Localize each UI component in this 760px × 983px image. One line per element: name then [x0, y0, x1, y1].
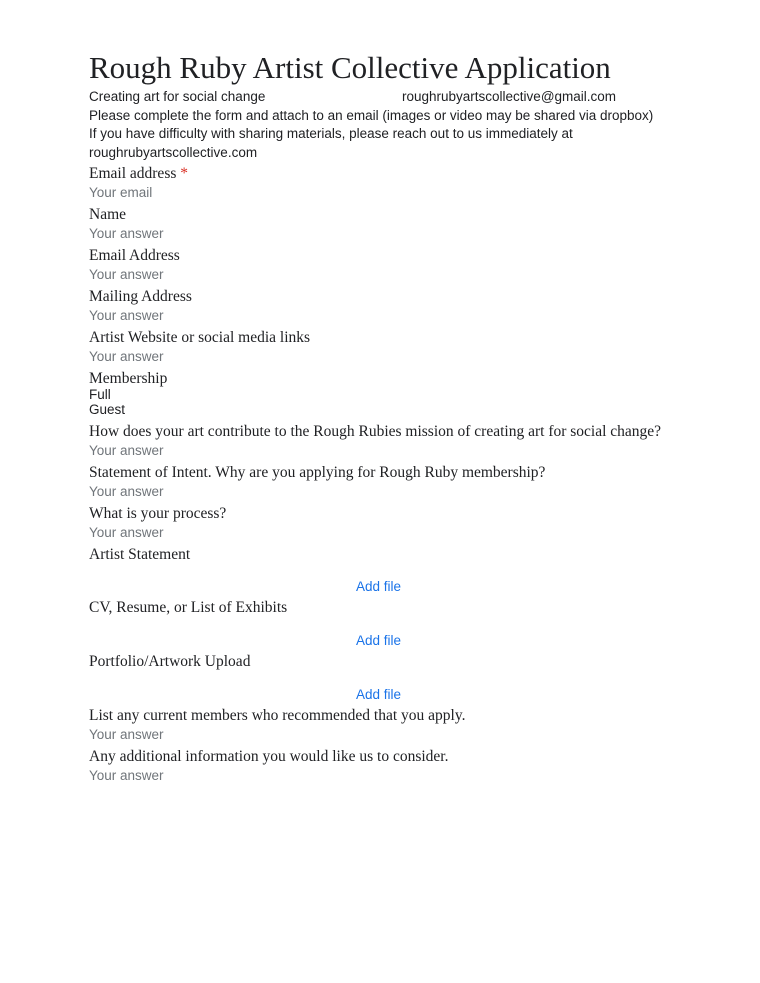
artist-statement-add-file-button[interactable]: Add file	[356, 579, 402, 594]
form-title: Rough Ruby Artist Collective Application	[89, 50, 611, 85]
membership-option-full[interactable]: Full	[89, 387, 111, 402]
email-input[interactable]: Your email	[89, 185, 153, 200]
form-description-line2: If you have difficulty with sharing materials, please reach out to us immediately at	[89, 126, 573, 141]
name-input[interactable]: Your answer	[89, 226, 164, 241]
portfolio-question: Portfolio/Artwork Upload	[89, 653, 251, 670]
membership-question: Membership	[89, 370, 168, 387]
intent-input[interactable]: Your answer	[89, 484, 164, 499]
website-input[interactable]: Your answer	[89, 349, 164, 364]
form-description-line3: roughrubyartscollective.com	[89, 145, 258, 160]
artist-statement-question: Artist Statement	[89, 546, 191, 563]
contact-email: roughrubyartscollective@gmail.com	[402, 89, 617, 104]
cv-add-file-button[interactable]: Add file	[356, 633, 402, 648]
email-question-label: Email address	[89, 165, 177, 182]
mailing-address-question: Mailing Address	[89, 288, 192, 305]
mailing-address-input[interactable]: Your answer	[89, 308, 164, 323]
additional-info-input[interactable]: Your answer	[89, 768, 164, 783]
required-marker: *	[180, 165, 189, 182]
email-address-input[interactable]: Your answer	[89, 267, 164, 282]
email-address-question: Email Address	[89, 247, 180, 264]
process-question: What is your process?	[89, 505, 227, 522]
recommend-input[interactable]: Your answer	[89, 727, 164, 742]
intent-question: Statement of Intent. Why are you applying for Rough Ruby membership?	[89, 464, 546, 481]
cv-question: CV, Resume, or List of Exhibits	[89, 599, 288, 616]
email-question	[89, 165, 188, 183]
name-question: Name	[89, 206, 127, 223]
additional-info-question: Any additional information you would like us to consider.	[89, 748, 449, 765]
contribution-input[interactable]: Your answer	[89, 443, 164, 458]
form-description-line1: Please complete the form and attach to an email (images or video may be shared via dropbox)	[89, 108, 654, 123]
website-question: Artist Website or social media links	[89, 329, 311, 346]
membership-option-guest[interactable]: Guest	[89, 402, 126, 417]
contribution-question: How does your art contribute to the Rough Rubies mission of creating art for social change?	[89, 423, 662, 440]
recommend-question: List any current members who recommended that you apply.	[89, 707, 466, 724]
form-tagline: Creating art for social change	[89, 89, 266, 104]
portfolio-add-file-button[interactable]: Add file	[356, 687, 402, 702]
process-input[interactable]: Your answer	[89, 525, 164, 540]
